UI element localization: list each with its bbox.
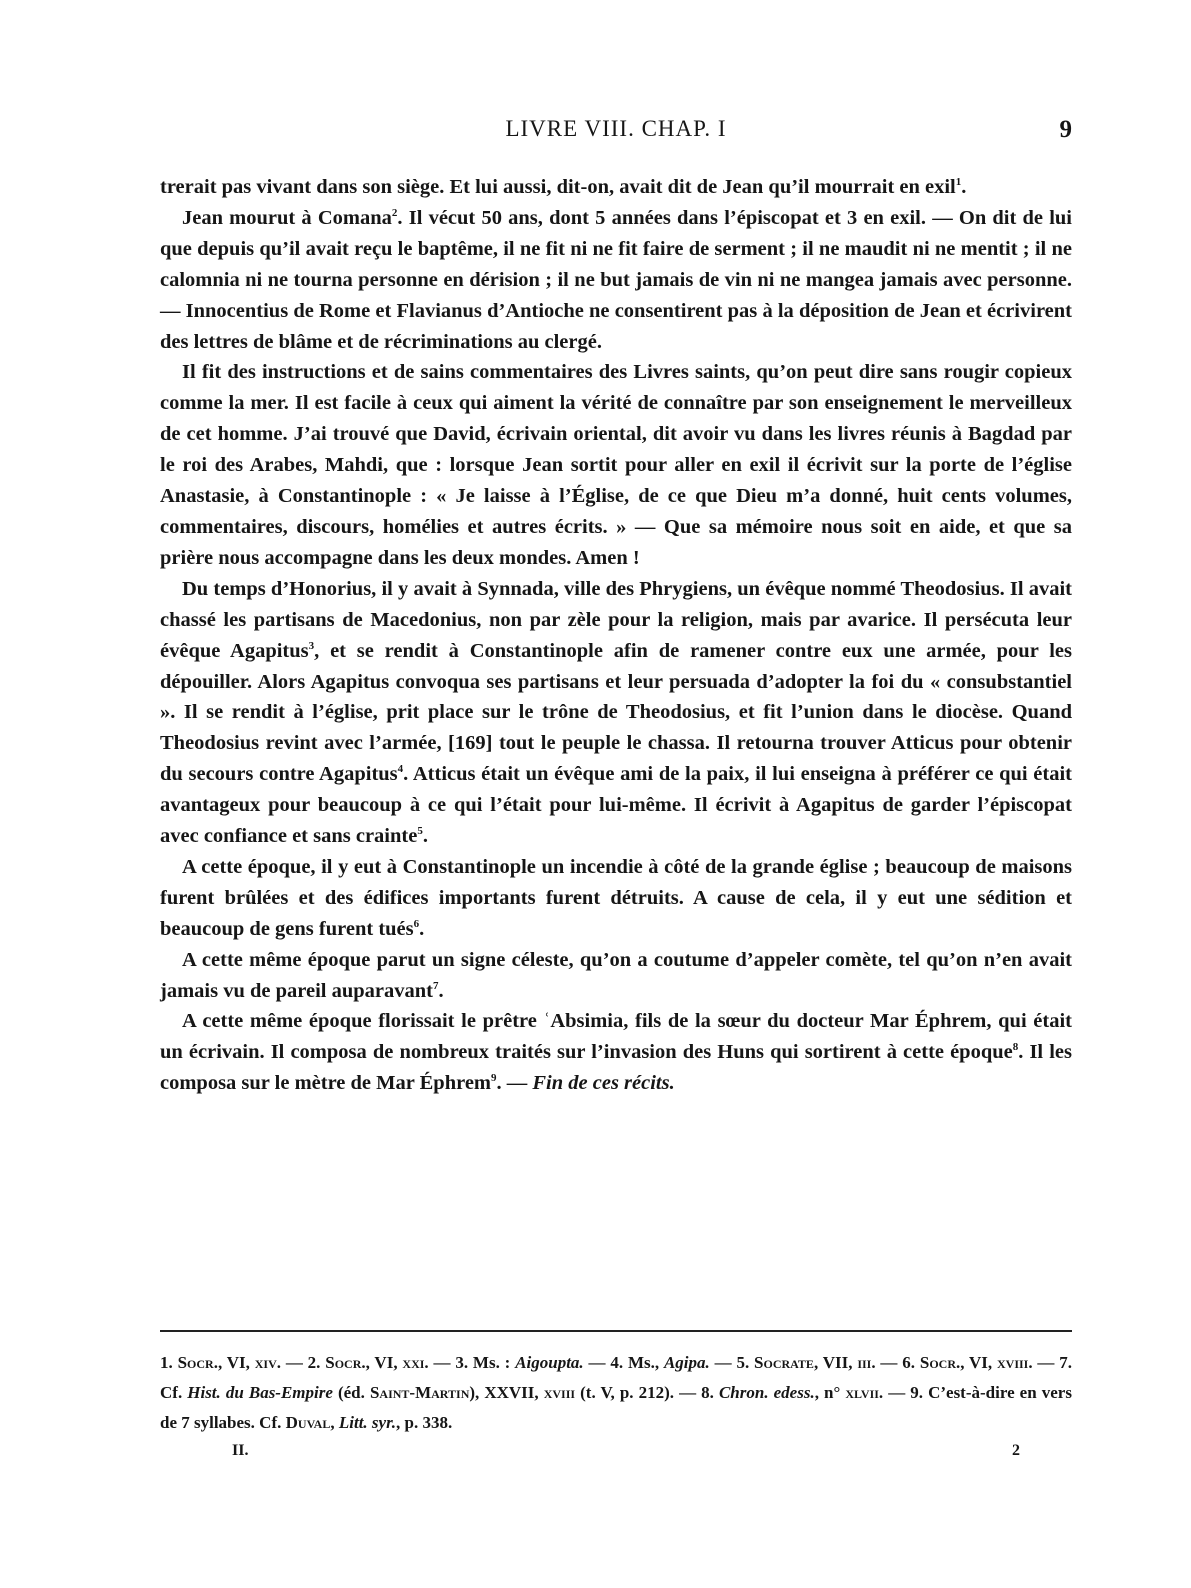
footnote-text: — 4. Ms.,: [583, 1353, 664, 1372]
text-run: , et se rendit à Constantinople afin de ramener contre eux une armée, pour les dépouiller. Alors Agapitus convoqua ses partisans et leur persuada d’adopter la foi du « consubstantiel ». Il se rendit à l’église, prit place sur le trône de Theodosius, et fit l’union dans le diocèse. Quand Theodosius revint avec l’armée, [: [160, 639, 1073, 755]
chapter-numeral: xviii: [543, 1383, 576, 1402]
paragraph: [160, 203, 1072, 358]
chapter-numeral: xiv: [254, 1353, 277, 1372]
text-run: A cette même époque parut un signe céleste, qu’on a coutume d’appeler comète, tel qu’on n’en avait jamais vu de pareil auparavant: [160, 948, 1072, 1002]
text-run: .: [422, 825, 428, 848]
ms-page-marker: 169: [454, 732, 486, 755]
footnotes: [160, 1348, 1072, 1438]
author-abbrev: Duval: [285, 1413, 331, 1432]
volume-signature: II.: [232, 1442, 249, 1459]
text-run: Jean mourut à Comana: [182, 206, 392, 229]
footnote-text: ), XXVII,: [469, 1383, 544, 1402]
sheet-number: 2: [1012, 1442, 1020, 1459]
author-abbrev: Saint-Martin: [369, 1383, 470, 1402]
footnote-text: , VII,: [813, 1353, 858, 1372]
footnote-text: . — 6.: [871, 1353, 920, 1372]
footnote-ref: 8: [1012, 1041, 1019, 1054]
footnote-text: . — 7. Cf.: [160, 1353, 1073, 1402]
chapter-numeral: xxi: [402, 1353, 425, 1372]
footnote-text: , n°: [814, 1383, 846, 1402]
work-title: Chron. edess.: [718, 1383, 815, 1402]
closing-phrase: Fin de ces récits.: [532, 1072, 675, 1095]
author-abbrev: Socr.: [919, 1353, 961, 1372]
footnote-text: , p. 338.: [396, 1413, 453, 1432]
footnote-text: — 5.: [709, 1353, 755, 1372]
text-run: .: [419, 917, 425, 940]
footnote-text: (t. V, p. 212). — 8.: [575, 1383, 719, 1402]
text-run: .: [438, 979, 444, 1002]
running-title: LIVRE VIII. CHAP. I: [505, 116, 727, 141]
work-title: Litt. syr.: [338, 1413, 397, 1432]
footnote-text: . — 3. Ms. :: [424, 1353, 516, 1372]
footnote-text: , VI,: [365, 1353, 403, 1372]
text-run: . Il vécut 50 ans, dont 5 années dans l’épiscopat et 3 en exil. — On dit de lui que depuis qu’il avait reçu le baptême, il ne fit ni ne fit faire de serment ; il ne maudit ni ne mentit ; il ne calomnia ni ne tourna personne en dérision ; il ne but jamais de vin ni ne mangea jamais avec personne. — Innocentius de Rome et Flavianus d’Antioche ne consentirent pas à la déposition de Jean et écrivirent des lettres de blâme et de récriminations au clergé.: [160, 206, 1072, 353]
footnote-text: ,: [330, 1413, 339, 1432]
footnote-ref: 3: [308, 639, 315, 652]
text-run: Du temps d’Honorius, il y avait à Synnada, ville des Phrygiens, un évêque nommé Theodosius. Il avait chassé les partisans de Macedonius, non par zèle pour la religion, mais par avarice. Il persécuta leur évêque Agapitus: [160, 577, 1072, 662]
text-run: A cette même époque florissait le prêtre ʿAbsimia, fils de la sœur du docteur Mar Éphrem, qui était un écrivain. Il composa de nombreux traités sur l’invasion des Huns qui sortirent à cette époque: [160, 1010, 1072, 1064]
text-run: A cette époque, il y eut à Constantinople un incendie à côté de la grande église ; beaucoup de maisons furent brûlées et des édifices importants furent détruits. A cause de cela, il y eut une sédition et beaucoup de gens furent tués: [160, 855, 1072, 940]
footnote-text: 1.: [160, 1353, 178, 1372]
text-run: . —: [496, 1072, 533, 1095]
author-abbrev: Socr.: [177, 1353, 218, 1372]
text-run: . Il les composa sur le mètre de Mar Éphrem: [160, 1041, 1072, 1095]
footnote-ref: 9: [491, 1072, 497, 1085]
footnote-text: (éd.: [332, 1383, 370, 1402]
footnote-ref: 5: [417, 825, 423, 838]
footnote-text: . — 2.: [276, 1353, 326, 1372]
paragraph: [160, 852, 1072, 945]
signature-line: [232, 1442, 1020, 1464]
author-abbrev: Socrate: [754, 1353, 814, 1372]
paragraph: [160, 945, 1072, 1007]
paragraph: Il fit des instructions et de sains commentaires des Livres saints, qu’on peut dire sans rougir copieux comme la mer. Il est facile à ceux qui aiment la vérité de connaître par son enseignement le merveilleux de cet homme. J’ai trouvé que David, écrivain oriental, dit avoir vu dans les livres réunis à Bagdad par le roi des Arabes, Mahdi, que : lorsque Jean sortit pour aller en exil il écrivit sur la porte de l’église Anastasie, à Constantinople : « Je laisse à l’Église, de ce que Dieu m’a donné, huit cents volumes, commentaires, discours, homélies et autres écrits. » — Que sa mémoire nous soit en aide, et que sa prière nous accompagne dans les deux mondes. Amen !: [160, 361, 1072, 569]
footnote-ref: 7: [432, 979, 439, 992]
text-run: . Atticus était un évêque ami de la paix, il lui enseigna à préférer ce qui était avantageux pour beaucoup à ce qui l’était pour lui-même. Il écrivit à Agapitus de garder l’épiscopat avec confiance et sans crainte: [160, 763, 1072, 848]
footnote-ref: 2: [391, 207, 398, 220]
footnote-ref: 4: [397, 763, 404, 776]
text-run: .: [961, 176, 967, 198]
text-run: trerait pas vivant dans son siège. Et lui aussi, dit-on, avait dit de Jean qu’il mourrait en exil: [160, 176, 956, 198]
footnote-text: , VI,: [960, 1353, 997, 1372]
chapter-numeral: xlvii: [845, 1383, 879, 1402]
work-title: Hist. du Bas-Empire: [187, 1383, 333, 1402]
paragraph: [160, 574, 1072, 852]
paragraph: [160, 1006, 1072, 1099]
manuscript-reading: Agipa.: [663, 1353, 710, 1372]
paragraph: [160, 172, 1072, 203]
text-run: ] tout le peuple le chassa. Il retourna trouver Atticus pour obtenir du secours contre Agapitus: [160, 732, 1072, 786]
chapter-numeral: xviii: [997, 1353, 1029, 1372]
footnote-ref: 6: [413, 917, 420, 930]
running-head: [160, 116, 1072, 150]
body-text: [160, 172, 1072, 1099]
manuscript-reading: Aigoupta.: [515, 1353, 584, 1372]
footnote-text: , VI,: [217, 1353, 255, 1372]
footnote-text: . — 9. C’est-à-dire en vers de 7 syllabes. Cf.: [160, 1383, 1072, 1432]
author-abbrev: Socr.: [325, 1353, 366, 1372]
footnote-rule: [160, 1330, 1072, 1332]
footnote-ref: 1: [955, 176, 962, 189]
chapter-numeral: iii: [857, 1353, 872, 1372]
page-number: 9: [1059, 116, 1072, 143]
